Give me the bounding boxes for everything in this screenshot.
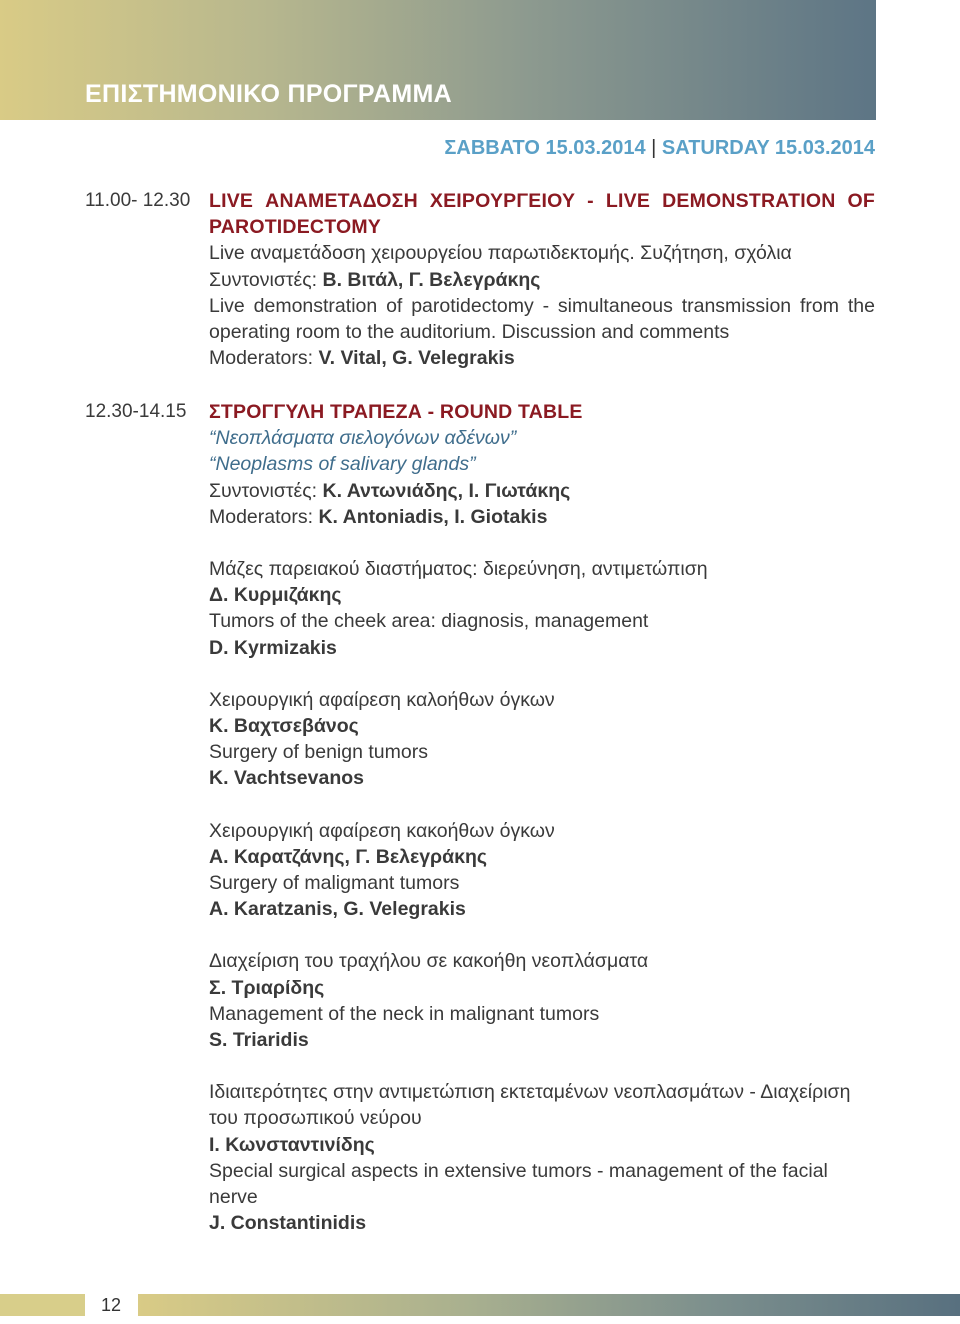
talk-title-english: Surgery of maligmant tumors: [209, 872, 460, 895]
talk-title-greek: Ιδιαιτερότητες στην αντιμετώπιση εκτεταμένων νεοπλασμάτων - Διαχείριση του προσωπικού νεύρου: [209, 1081, 851, 1130]
talk-speaker-greek: Ι. Κωνσταντινίδης: [209, 1133, 375, 1156]
session-time: 12.30-14.15: [85, 401, 187, 422]
talk-speaker-greek: Σ. Τριαρίδης: [209, 976, 325, 999]
moderators-label: Moderators:: [209, 505, 319, 528]
moderators-names: Β. Βιτάλ, Γ. Βελεγράκης: [322, 268, 541, 291]
session-title: ΣΤΡΟΓΓΥΛΗ ΤΡΑΠΕΖΑ - ROUND TABLE: [209, 401, 583, 423]
talk-title-english: Tumors of the cheek area: diagnosis, management: [209, 610, 649, 633]
date-greek: ΣΑΒΒΑΤΟ 15.03.2014: [444, 137, 646, 159]
talk-item: [209, 687, 875, 792]
description-english: Live demonstration of parotidectomy - simultaneous transmission from the operating room to the auditorium. Discussion and comments: [209, 294, 875, 344]
description-greek: Live αναμετάδοση χειρουργείου παρωτιδεκτομής. Συζήτηση, σχόλια: [209, 242, 792, 265]
session-time: 11.00- 12.30: [85, 190, 191, 211]
moderators-label: Συντονιστές:: [209, 479, 323, 502]
talk-title-greek: Διαχείριση του τραχήλου σε κακοήθη νεοπλάσματα: [209, 950, 649, 973]
talk-speaker-english: K. Vachtsevanos: [209, 767, 364, 790]
talk-speaker-english: S. Triaridis: [209, 1029, 309, 1052]
footer-band-left: [0, 1294, 85, 1316]
session-content: [209, 399, 875, 1236]
talk-speaker-english: A. Karatzanis, G. Velegrakis: [209, 898, 466, 921]
session-title: LIVE ΑΝΑΜΕΤΑΔΟΣΗ ΧΕΙΡΟΥΡΓΕΙΟΥ - LIVE DEMONSTRATION OF PAROTIDECTOMY: [209, 190, 875, 239]
moderators-label: Συντονιστές:: [209, 268, 323, 291]
talk-title-english: Special surgical aspects in extensive tumors - management of the facial nerve: [209, 1159, 828, 1209]
moderators-names: Κ. Αντωνιάδης, Ι. Γιωτάκης: [322, 479, 571, 502]
talk-speaker-english: J. Constantinidis: [209, 1212, 367, 1235]
moderators-greek: [209, 267, 875, 293]
date-separator: |: [651, 137, 657, 159]
moderators-greek: [209, 478, 875, 504]
subtitle-english: “Neoplasms of salivary glands”: [209, 453, 476, 476]
date-line: [444, 137, 875, 160]
page-number: 12: [100, 1295, 122, 1315]
talk-title-greek: Χειρουργική αφαίρεση κακοήθων όγκων: [209, 819, 555, 842]
moderators-english: [209, 345, 875, 371]
talk-item: [209, 818, 875, 923]
talk-speaker-greek: Α. Καρατζάνης, Γ. Βελεγράκης: [209, 845, 488, 868]
talk-item: [209, 948, 875, 1053]
talk-item: [209, 556, 875, 661]
talk-title-english: Management of the neck in malignant tumors: [209, 1002, 600, 1025]
moderators-english: [209, 504, 875, 530]
talk-speaker-greek: Δ. Κυρμιζάκης: [209, 584, 342, 607]
subtitle-greek: “Νεοπλάσματα σιελογόνων αδένων”: [209, 427, 517, 450]
talk-title-greek: Μάζες παρειακού διαστήματος: διερεύνηση, αντιμετώπιση: [209, 558, 708, 581]
talk-speaker-greek: Κ. Βαχτσεβάνος: [209, 715, 359, 738]
talk-item: [209, 1079, 875, 1236]
page-title: ΕΠΙΣΤΗΜΟΝΙΚΟ ΠΡΟΓΡΑΜΜΑ: [85, 80, 452, 108]
date-english: SATURDAY 15.03.2014: [661, 137, 875, 159]
talk-title-english: Surgery of benign tumors: [209, 741, 428, 764]
moderators-names: V. Vital, G. Velegrakis: [318, 347, 515, 370]
footer-band-right: [138, 1294, 960, 1316]
talk-title-greek: Χειρουργική αφαίρεση καλοήθων όγκων: [209, 688, 555, 711]
moderators-names: K. Antoniadis, I. Giotakis: [318, 505, 548, 528]
session-content: [209, 188, 875, 371]
moderators-label: Moderators:: [209, 347, 319, 370]
talk-speaker-english: D. Kyrmizakis: [209, 636, 337, 659]
